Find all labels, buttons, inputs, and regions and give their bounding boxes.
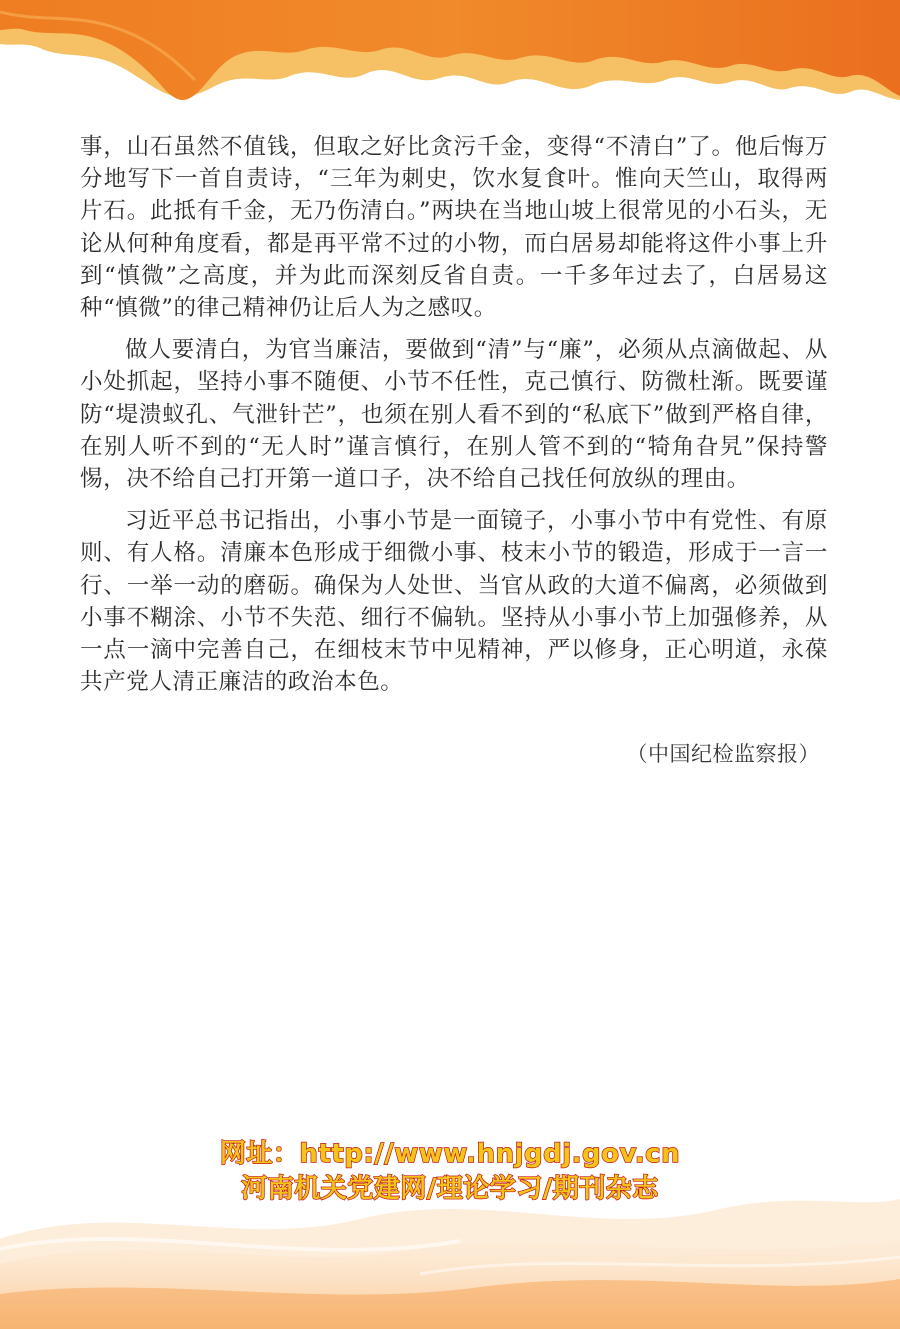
top-banner-decoration: [0, 0, 900, 130]
article-source: （中国纪检监察报）: [626, 742, 820, 766]
paragraph-3: 习近平总书记指出，小事小节是一面镜子，小事小节中有党性、有原则、有人格。清廉本色形成于细微小事、枝末小节的锻造，形成于一言一行、一举一动的磨砺。确保为人处世、当官从政的大道不偏离，必须做到小事不糊涂、小节不失范、细行不偏轨。坚持从小事小节上加强修养，从一点一滴中完善自己，在细枝末节中见精神，严以修身，正心明道，永葆共产党人清正廉洁的政治本色。: [80, 508, 828, 696]
footer-site-path: 河南机关党建网/理论学习/期刊杂志: [241, 1174, 659, 1204]
paragraph-1: 事，山石虽然不值钱，但取之好比贪污千金，变得“不清白”了。他后悔万分地写下一首自责诗，“三年为刺史，饮水复食叶。惟向天竺山，取得两片石。此抵有千金，无乃伤清白。”两块在当地山坡上很常见的小石头，无论从何种角度看，都是再平常不过的小物，而白居易却能将这件小事上升到“慎微”之高度，并为此而深刻反省自责。一千多年过去了，白居易这种“慎微”的律己精神仍让后人为之感叹。: [80, 134, 828, 322]
article-body: [80, 131, 828, 708]
footer-url: 网址：http://www.hnjgdj.gov.cn: [219, 1139, 681, 1169]
paragraph-2: 做人要清白，为官当廉洁，要做到“清”与“廉”，必须从点滴做起、从小处抓起，坚持小事不随便、小节不任性，克己慎行、防微杜渐。既要谨防“堤溃蚁孔、气泄针芒”，也须在别人看不到的“私底下”做到严格自律，在别人听不到的“无人时”谨言慎行，在别人管不到的“犄角旮旯”保持警惕，决不给自己打开第一道口子，决不给自己找任何放纵的理由。: [80, 337, 828, 493]
